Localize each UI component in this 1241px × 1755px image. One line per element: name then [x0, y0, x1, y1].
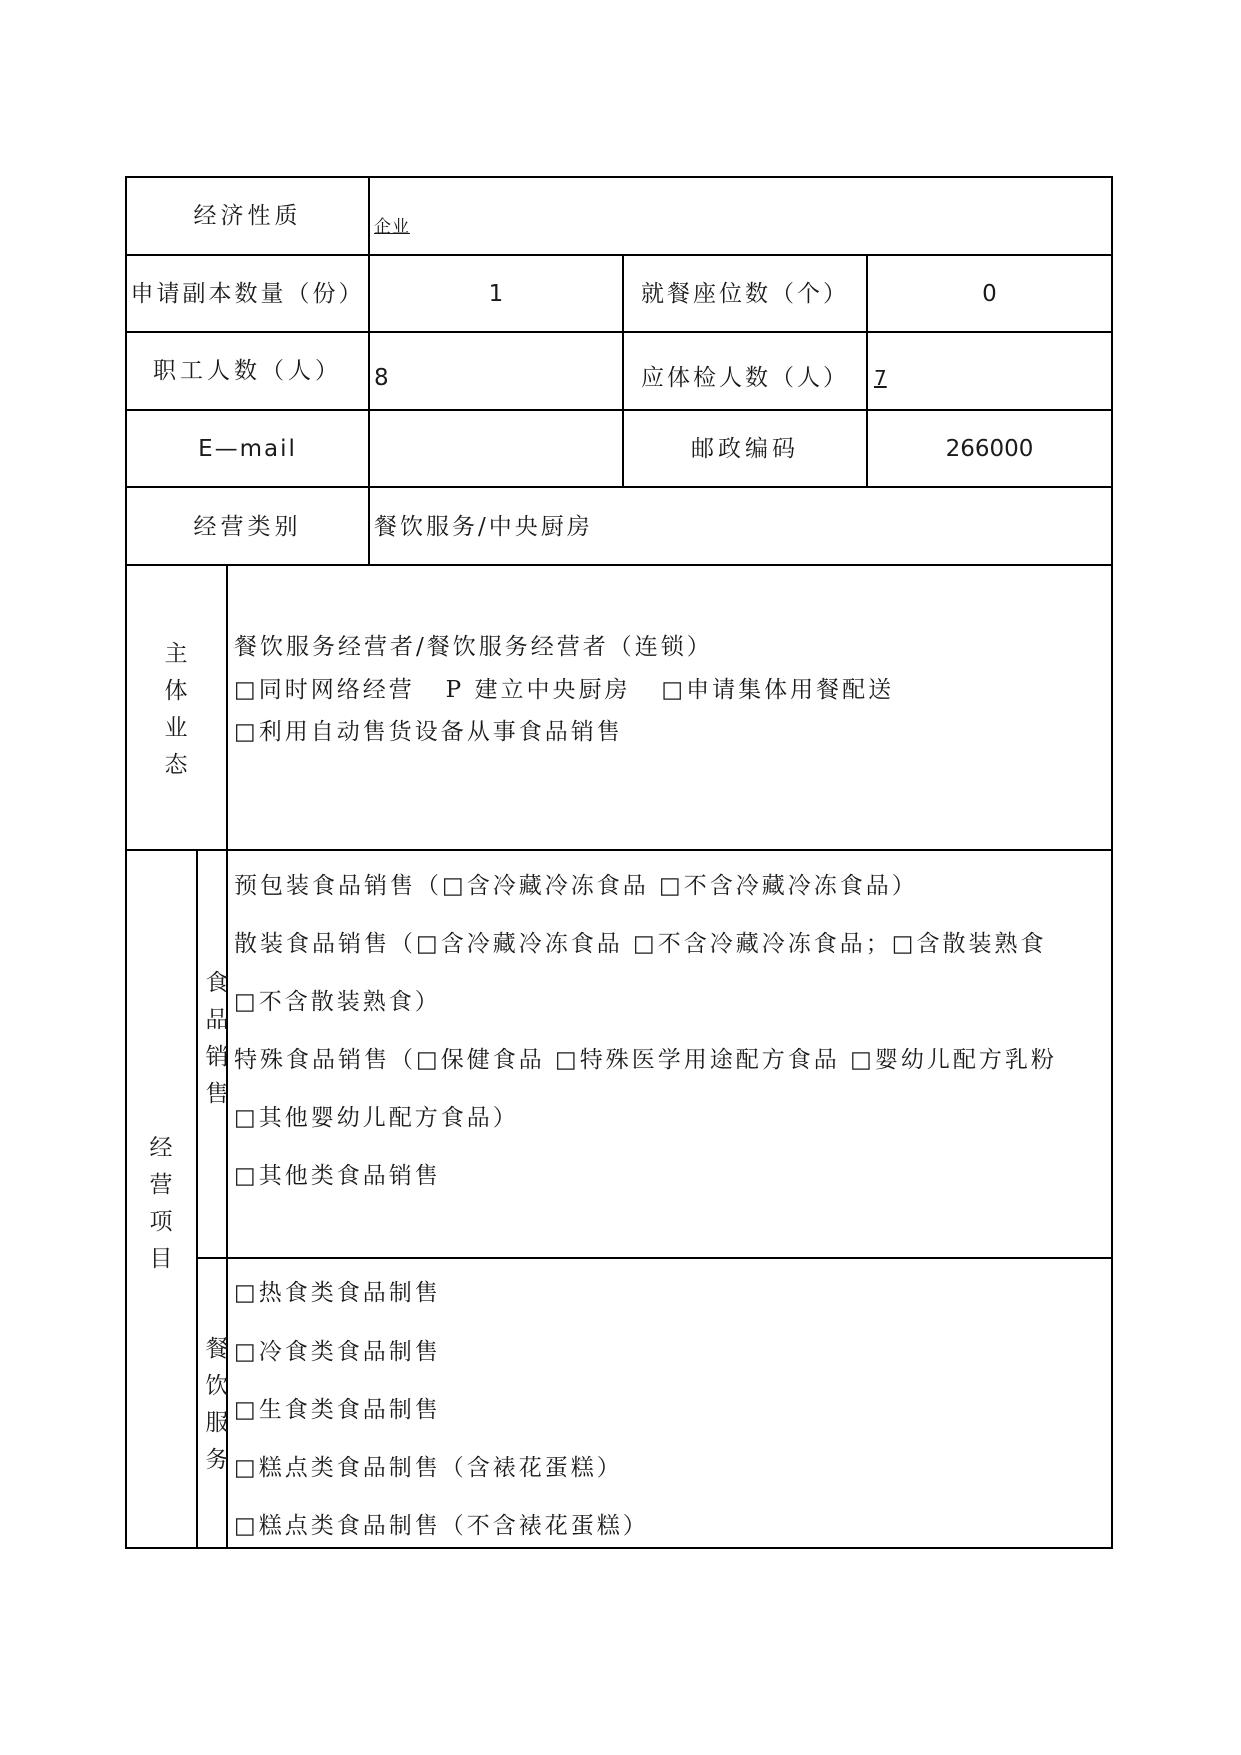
divider-row6: [125, 849, 1113, 851]
entity-line-3: □利用自动售货设备从事食品销售: [234, 719, 623, 745]
postcode-value: 266000: [945, 436, 1034, 462]
business-items-label: 经营项目: [149, 1135, 173, 1272]
postcode-label: 邮政编码: [691, 436, 799, 462]
economic-nature-label: 经济性质: [193, 203, 302, 229]
border-bottom: [125, 1547, 1113, 1549]
catering-label: 餐饮服务: [205, 1336, 229, 1473]
divider-row1: [125, 254, 1113, 256]
catering-line: □冷食类食品制售: [234, 1339, 441, 1365]
seats-label: 就餐座位数（个）: [641, 281, 849, 307]
food-sales-line: 特殊食品销售（□保健食品 □特殊医学用途配方食品 □婴幼儿配方乳粉: [234, 1047, 1057, 1073]
food-sales-label: 食品销售: [205, 970, 229, 1107]
seats-value: 0: [982, 281, 997, 307]
staff-label: 职工人数（人）: [153, 358, 342, 384]
divider-row3: [125, 409, 1113, 411]
catering-line: □热食类食品制售: [234, 1280, 441, 1306]
economic-nature-value: 企业: [374, 217, 410, 237]
category-label: 经营类别: [193, 514, 302, 540]
catering-line: □糕点类食品制售（不含裱花蛋糕）: [234, 1513, 649, 1539]
staff-value: 8: [374, 365, 389, 391]
food-sales-line: □其他婴幼儿配方食品）: [234, 1105, 519, 1131]
catering-line: □糕点类食品制售（含裱花蛋糕）: [234, 1455, 623, 1481]
entity-label: 主体业态: [164, 641, 188, 778]
divider-row4: [125, 486, 1113, 488]
border-right: [1111, 176, 1113, 1548]
entity-label-divider: [226, 564, 228, 850]
col-label-divider: [368, 176, 370, 565]
food-sales-line: 散装食品销售（□含冷藏冷冻食品 □不含冷藏冷冻食品；□含散装熟食: [234, 931, 1047, 957]
food-sales-line: □其他类食品销售: [234, 1163, 441, 1189]
food-sales-line: □不含散装熟食）: [234, 989, 441, 1015]
divider-row2: [125, 331, 1113, 333]
border-top: [125, 176, 1113, 178]
copies-value: 1: [488, 281, 504, 307]
items-label-divider: [196, 849, 198, 1548]
email-label: E—mail: [198, 436, 297, 462]
health-check-label: 应体检人数（人）: [641, 365, 849, 391]
entity-line-2: □同时网络经营 P 建立中央厨房 □申请集体用餐配送: [234, 677, 895, 703]
copies-label: 申请副本数量（份）: [130, 281, 365, 307]
health-check-value: 7: [874, 366, 887, 390]
divider-row5: [125, 564, 1113, 566]
entity-line-1: 餐饮服务经营者/餐饮服务经营者（连锁）: [234, 634, 713, 660]
category-value: 餐饮服务/中央厨房: [374, 514, 593, 540]
divider-catering: [196, 1257, 1113, 1259]
catering-line: □生食类食品制售: [234, 1397, 441, 1423]
food-sales-line: 预包装食品销售（□含冷藏冷冻食品 □不含冷藏冷冻食品）: [234, 873, 918, 899]
